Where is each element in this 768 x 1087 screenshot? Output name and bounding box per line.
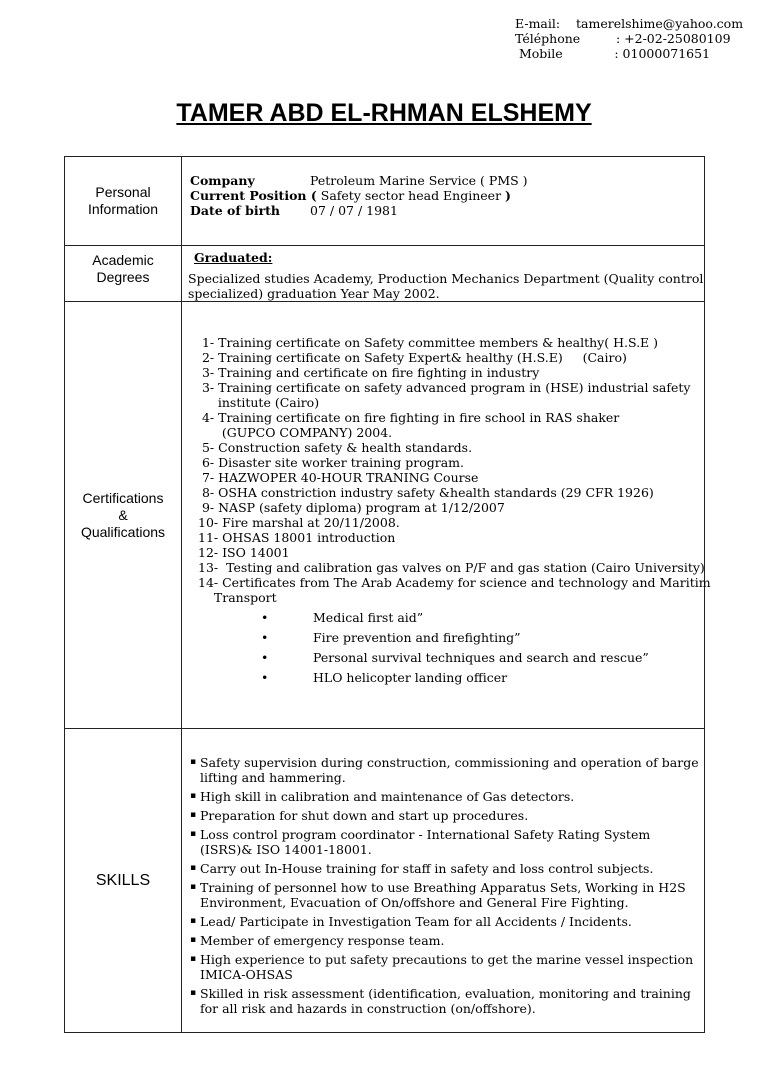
cert-item: 12- ISO 14001 (198, 545, 290, 560)
skill-item (190, 933, 704, 948)
cert-item: 2- Training certificate on Safety Expert& healthy (H.S.E) (Cairo) (198, 350, 627, 365)
academic-row (65, 246, 705, 302)
phone-label: Téléphone (515, 31, 581, 46)
cert-item: 1- Training certificate on Safety committee members & healthy( H.S.E ) (198, 335, 659, 350)
mobile-row (515, 46, 743, 61)
skills-label-text: SKILLS (95, 872, 151, 889)
skills-row (65, 729, 705, 1033)
skill-text: High experience to put safety precautions to get the marine vessel inspection IMICA-OHSAS (200, 952, 694, 982)
personal-row (65, 157, 705, 246)
position-value: Safety sector head Engineer (320, 188, 502, 203)
square-bullet-icon: ▪ (190, 916, 197, 926)
certifications-content (182, 302, 711, 729)
personal-content (182, 157, 705, 246)
skill-text: Safety supervision during construction, commissioning and operation of barge lifting and hammering. (200, 755, 699, 785)
academic-label-line-2: Degrees (96, 269, 150, 285)
academic-heading: Graduated: (194, 250, 273, 265)
contact-block (515, 16, 743, 61)
cert-bullet-text: Fire prevention and firefighting” (313, 630, 521, 645)
candidate-name: TAMER ABD EL-RHMAN ELSHEMY (176, 99, 592, 127)
square-bullet-icon: ▪ (190, 810, 197, 820)
position-label: Current Position ( (190, 188, 317, 203)
cert-item: 6- Disaster site worker training program. (198, 455, 465, 470)
cert-item: 5- Construction safety & health standards. (198, 440, 473, 455)
skill-text: Member of emergency response team. (200, 933, 445, 948)
cert-item: 7- HAZWOPER 40-HOUR TRANING Course (198, 470, 479, 485)
cert-item: 14- Certificates from The Arab Academy for science and technology and Maritim (198, 575, 711, 590)
cert-list (182, 302, 711, 605)
cert-item: 8- OSHA constriction industry safety &health standards (29 CFR 1926) (198, 485, 654, 500)
skill-item (190, 861, 704, 876)
cert-item: (GUPCO COMPANY) 2004. (198, 425, 393, 440)
mobile-label: Mobile (518, 46, 563, 61)
cert-bullet-item (261, 670, 704, 685)
cert-item: 9- NASP (safety diploma) program at 1/12/2007 (198, 500, 505, 515)
bullet-icon: • (261, 650, 269, 665)
skill-item (190, 986, 704, 1016)
skill-text: Training of personnel how to use Breathing Apparatus Sets, Working in H2S Environment, Evacuation of On/offshore and General Fire Fighting. (200, 880, 686, 910)
square-bullet-icon: ▪ (190, 863, 197, 873)
bullet-icon: • (261, 610, 269, 625)
skill-item (190, 789, 704, 804)
cert-bullet-item (261, 630, 704, 645)
academic-label-line-1: Academic (92, 252, 154, 268)
skill-item (190, 808, 704, 823)
bullet-icon: • (261, 670, 269, 685)
skills-content (182, 729, 705, 1033)
skill-text: Preparation for shut down and start up procedures. (200, 808, 529, 823)
bullet-icon: • (261, 630, 269, 645)
skill-text: High skill in calibration and maintenance of Gas detectors. (200, 789, 575, 804)
cert-bullet-item (261, 650, 704, 665)
email-row (515, 16, 743, 31)
square-bullet-icon: ▪ (190, 829, 197, 839)
email-value: tamerelshime@yahoo.com (576, 16, 744, 31)
skill-item (190, 914, 704, 929)
cert-bullet-list (182, 610, 704, 685)
position-close: ) (505, 188, 511, 203)
cert-bullet-text: Personal survival techniques and search and rescue” (313, 650, 649, 665)
cert-item: Transport (198, 590, 277, 605)
skill-item (190, 755, 704, 785)
personal-label (65, 157, 182, 246)
skill-text: Skilled in risk assessment (identification, evaluation, monitoring and training for all risk and hazards in construction (on/offshore). (200, 986, 691, 1016)
cert-item: institute (Cairo) (198, 395, 320, 410)
skill-item (190, 952, 704, 982)
cert-item: 3- Training and certificate on fire fighting in industry (198, 365, 540, 380)
phone-value: : +2-02-25080109 (615, 31, 731, 46)
cert-item: 11- OHSAS 18001 introduction (198, 530, 396, 545)
personal-label-line-1: Personal (95, 184, 151, 200)
cert-label-line-3: Qualifications (80, 523, 166, 540)
academic-label (65, 246, 182, 302)
dob-label: Date of birth (190, 203, 281, 218)
certifications-row (65, 302, 705, 729)
square-bullet-icon: ▪ (190, 791, 197, 801)
square-bullet-icon: ▪ (190, 882, 197, 892)
skills-list (182, 729, 704, 1030)
cert-bullet-text: Medical first aid” (313, 610, 424, 625)
skills-label (65, 729, 182, 1033)
skill-item (190, 880, 704, 910)
cert-item: 10- Fire marshal at 20/11/2008. (198, 515, 400, 530)
skill-text: Loss control program coordinator - International Safety Rating System (ISRS)& ISO 14001-18001. (200, 827, 651, 857)
company-label: Company (190, 173, 255, 188)
cert-label-line-2: & (118, 506, 128, 523)
cv-table (64, 156, 711, 1033)
cert-item: 4- Training certificate on fire fighting in fire school in RAS shaker (198, 410, 620, 425)
square-bullet-icon: ▪ (190, 757, 197, 767)
certifications-label (65, 302, 182, 729)
square-bullet-icon: ▪ (190, 988, 197, 998)
mobile-value: : 01000071651 (614, 46, 711, 61)
cert-bullet-text: HLO helicopter landing officer (313, 670, 508, 685)
academic-content (182, 246, 705, 302)
email-label: E-mail: (515, 16, 561, 31)
cert-item: 3- Training certificate on safety advanced program in (HSE) industrial safety (198, 380, 691, 395)
skill-text: Lead/ Participate in Investigation Team for all Accidents / Incidents. (200, 914, 632, 929)
skill-text: Carry out In-House training for staff in safety and loss control subjects. (200, 861, 654, 876)
dob-value: 07 / 07 / 1981 (310, 203, 398, 218)
cert-label-line-1: Certifications (82, 489, 164, 506)
cert-item: 13- Testing and calibration gas valves on P/F and gas station (Cairo University) (198, 560, 705, 575)
personal-label-line-2: Information (87, 201, 159, 217)
company-value: Petroleum Marine Service ( PMS ) (310, 173, 528, 188)
square-bullet-icon: ▪ (190, 935, 197, 945)
page-title (0, 99, 768, 128)
square-bullet-icon: ▪ (190, 954, 197, 964)
skill-item (190, 827, 704, 857)
academic-text: Specialized studies Academy, Production Mechanics Department (Quality control specialized) graduation Year May 2002. (188, 271, 704, 301)
phone-row (515, 31, 743, 46)
cert-bullet-item (261, 610, 704, 625)
